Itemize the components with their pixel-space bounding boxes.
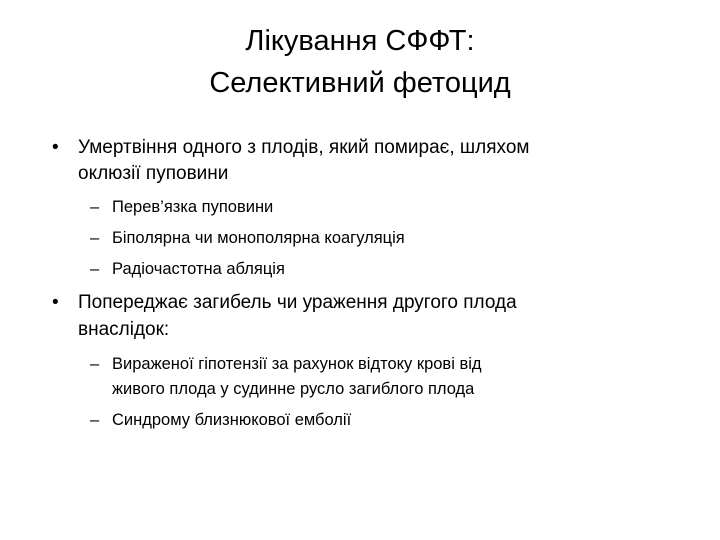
sub-bullet-text-line-1: Вираженої гіпотензії за рахунок відтоку крові від [112,355,482,373]
bullet-marker: • [52,137,59,158]
bullet-text-line-1: Умертвіння одного з плодів, який помирає, шляхом [78,137,530,158]
bullet-text-line-2: внаслідок: [78,319,170,340]
sub-bullet-text: Перев’язка пуповини [112,198,274,216]
title-line-1: Лікування СФФТ: [245,25,475,57]
sub-bullet-text: Синдрому близнюкової емболії [112,411,352,429]
sub-bullet-marker: – [90,260,100,278]
bullet-text-line-1: Попереджає загибель чи ураження другого плода [78,292,517,313]
title-line-2: Селективний фетоцид [209,67,511,99]
bullet-marker: • [52,292,59,313]
sub-bullet-marker: – [90,229,100,247]
sub-bullet-marker: – [90,198,100,216]
slide-title [60,20,660,104]
sub-bullet-text: Біполярна чи монополярна коагуляція [112,229,405,247]
bullet-text-line-2: оклюзії пуповини [78,163,229,184]
sub-bullet-text: Радіочастотна абляція [112,260,285,278]
sub-bullet-marker: – [90,355,100,373]
sub-bullet-text-line-2: живого плода у судинне русло загиблого плода [112,380,475,398]
sub-bullet-marker: – [90,411,100,429]
